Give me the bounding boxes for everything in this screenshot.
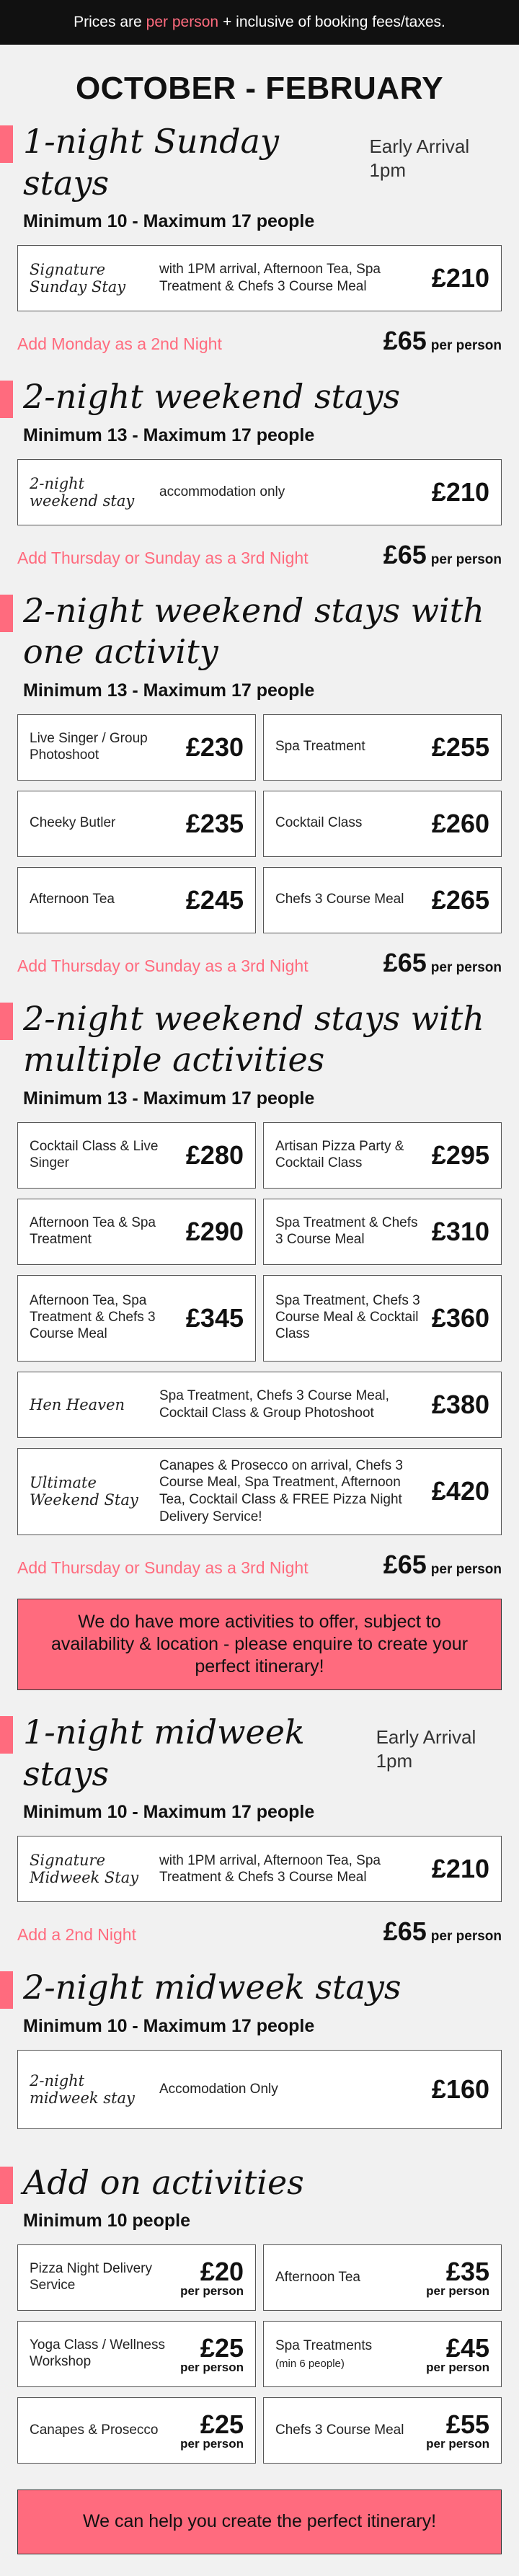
- activity-price: £230: [185, 732, 244, 762]
- package-card[interactable]: [17, 1275, 256, 1362]
- package-description: Accomodation Only: [159, 2081, 278, 2097]
- package-description: with 1PM arrival, Afternoon Tea, Spa Treatment & Chefs 3 Course Meal: [159, 1852, 381, 1886]
- per-person-label: per person: [430, 1561, 502, 1577]
- activity-name: Afternoon Tea: [30, 892, 115, 907]
- package-description: Spa Treatment, Chefs 3 Course Meal, Cocktail Class & Group Photoshoot: [159, 1387, 389, 1421]
- group-size: Minimum 10 - Maximum 17 people: [23, 1802, 315, 1823]
- activity-name: Cheeky Butler: [30, 815, 116, 831]
- section-2-night-midweek: [0, 1967, 519, 2142]
- activity-grid: [17, 714, 502, 933]
- extra-night-price: £65: [383, 1917, 427, 1947]
- package-card[interactable]: [17, 1122, 256, 1189]
- extra-night-row: [17, 540, 502, 570]
- early-arrival-label: Early Arrival 1pm: [369, 136, 470, 181]
- section-1-night-sunday: [0, 121, 519, 356]
- extra-night-price: £65: [383, 539, 427, 569]
- per-person-label: per person: [430, 1929, 502, 1945]
- activity-name: Chefs 3 Course Meal: [275, 892, 404, 907]
- package-price: £295: [431, 1140, 489, 1170]
- per-person-label: per person: [426, 2437, 489, 2451]
- per-person-label: per person: [426, 2360, 489, 2375]
- activity-card[interactable]: [17, 714, 256, 781]
- extra-night-row: [17, 326, 502, 356]
- package-price: £160: [431, 2074, 489, 2104]
- activity-card[interactable]: [263, 714, 502, 781]
- package-name: Afternoon Tea & Spa Treatment: [30, 1214, 156, 1247]
- group-size: Minimum 13 - Maximum 17 people: [23, 1088, 315, 1109]
- section-title: [17, 1967, 502, 2009]
- activity-name: Spa Treatment: [275, 739, 365, 755]
- notice-text: Prices are: [74, 14, 142, 30]
- package-price: £210: [431, 1854, 489, 1884]
- package-price: £360: [431, 1302, 489, 1333]
- package-name: Cocktail Class & Live Singer: [30, 1138, 159, 1171]
- addon-name: Canapes & Prosecco: [30, 2422, 159, 2438]
- group-size: Minimum 13 - Maximum 17 people: [23, 680, 315, 701]
- section-2-night-weekend: [0, 376, 519, 570]
- package-price: £345: [185, 1302, 244, 1333]
- addon-card[interactable]: [17, 2321, 256, 2387]
- addon-name: Yoga Class / Wellness Workshop: [30, 2337, 165, 2370]
- package-card[interactable]: [263, 1122, 502, 1189]
- per-person-label: per person: [180, 2284, 244, 2299]
- section-title-text: 1-night midweek stays: [23, 1713, 305, 1793]
- addon-card[interactable]: [263, 2321, 502, 2387]
- extra-night-row: [17, 1917, 502, 1947]
- notice-text-end: + inclusive of booking fees/taxes.: [223, 14, 445, 30]
- activity-card[interactable]: [17, 791, 256, 857]
- activity-price: £245: [185, 884, 244, 915]
- early-arrival-label: Early Arrival 1pm: [376, 1726, 476, 1772]
- addon-name: Afternoon Tea: [275, 2269, 360, 2285]
- addon-card[interactable]: [17, 2397, 256, 2464]
- addon-name: Pizza Night Delivery Service: [30, 2261, 152, 2293]
- addon-name: Spa Treatments: [275, 2337, 373, 2353]
- package-price: £210: [431, 476, 489, 507]
- section-weekend-one-activity: [0, 590, 519, 978]
- section-title: [17, 1712, 502, 1795]
- activity-card[interactable]: [263, 791, 502, 857]
- activity-name: Live Singer / Group Photoshoot: [30, 730, 148, 763]
- package-card[interactable]: [17, 1199, 256, 1265]
- package-card[interactable]: [263, 1199, 502, 1265]
- addon-note: (min 6 people): [275, 2357, 345, 2370]
- section-title: [17, 2162, 502, 2204]
- group-size: Minimum 10 - Maximum 17 people: [23, 211, 315, 231]
- notice-highlight: per person: [146, 14, 219, 30]
- package-price: £380: [431, 1389, 489, 1419]
- addon-price: £25: [200, 2333, 244, 2363]
- addon-card[interactable]: [263, 2397, 502, 2464]
- addon-price: £20: [200, 2257, 244, 2287]
- extra-night-price: £65: [383, 947, 427, 977]
- activity-grid: [17, 1122, 502, 1362]
- section-title-text: 2-night weekend stays with one activity: [23, 590, 484, 671]
- package-description: with 1PM arrival, Afternoon Tea, Spa Treatment & Chefs 3 Course Meal: [159, 262, 381, 294]
- package-card[interactable]: [17, 245, 502, 311]
- package-name: 2-night weekend stay: [30, 474, 135, 510]
- extra-night-price: £65: [383, 1549, 427, 1579]
- pricing-notice-bar: [0, 0, 519, 45]
- season-heading: OCTOBER - FEBRUARY: [75, 71, 444, 106]
- package-name: Signature Midweek Stay: [30, 1852, 139, 1887]
- activity-price: £260: [431, 808, 489, 838]
- per-person-label: per person: [180, 2437, 244, 2451]
- addon-name: Chefs 3 Course Meal: [275, 2422, 404, 2438]
- package-name: Afternoon Tea, Spa Treatment & Chefs 3 Course Meal: [30, 1293, 156, 1341]
- section-title-text: 1-night Sunday stays: [23, 122, 279, 203]
- addon-card[interactable]: [17, 2244, 256, 2311]
- extra-night-label: Add Thursday or Sunday as a 3rd Night: [17, 548, 309, 567]
- package-description: Canapes & Prosecco on arrival, Chefs 3 Course Meal, Spa Treatment, Afternoon Tea, Cocktail Class & FREE Pizza Night Delivery Service!: [159, 1457, 403, 1524]
- section-weekend-multiple-activities: [0, 998, 519, 1691]
- package-card[interactable]: [17, 2050, 502, 2129]
- section-title: [17, 121, 502, 204]
- group-size: Minimum 13 - Maximum 17 people: [23, 425, 315, 445]
- per-person-label: per person: [430, 338, 502, 353]
- activity-card[interactable]: [17, 867, 256, 933]
- per-person-label: per person: [426, 2284, 489, 2299]
- extra-night-label: Add Thursday or Sunday as a 3rd Night: [17, 956, 309, 975]
- package-description: accommodation only: [159, 484, 285, 499]
- itinerary-banner[interactable]: We can help you create the perfect itinerary!: [17, 2490, 502, 2554]
- extra-night-label: Add a 2nd Night: [17, 1925, 136, 1945]
- addon-price: £45: [445, 2333, 489, 2363]
- package-name: Spa Treatment & Chefs 3 Course Meal: [275, 1214, 418, 1247]
- extra-night-row: [17, 948, 502, 978]
- section-title: [17, 590, 502, 673]
- package-card[interactable]: [263, 1275, 502, 1362]
- package-name: Ultimate Weekend Stay: [30, 1474, 138, 1509]
- package-name: Signature Sunday Stay: [30, 261, 126, 296]
- section-title-text: 2-night weekend stays with multiple activities: [23, 998, 484, 1079]
- section-title-text: 2-night midweek stays: [23, 1968, 402, 2007]
- hen-heaven-card[interactable]: [17, 1372, 502, 1438]
- activity-price: £235: [185, 808, 244, 838]
- addon-grid: [17, 2244, 502, 2464]
- package-name: Hen Heaven: [30, 1395, 125, 1413]
- per-person-label: per person: [180, 2360, 244, 2375]
- activity-price: £255: [431, 732, 489, 762]
- package-name: Spa Treatment, Chefs 3 Course Meal & Cocktail Class: [275, 1293, 420, 1341]
- activity-name: Cocktail Class: [275, 815, 363, 831]
- group-size: Minimum 10 people: [23, 2211, 190, 2231]
- package-price: £290: [185, 1216, 244, 1246]
- package-name: 2-night midweek stay: [30, 2071, 135, 2107]
- package-card[interactable]: [17, 1836, 502, 1902]
- extra-night-label: Add Monday as a 2nd Night: [17, 334, 222, 353]
- addon-price: £55: [445, 2410, 489, 2440]
- addon-card[interactable]: [263, 2244, 502, 2311]
- extra-night-row: [17, 1550, 502, 1580]
- package-price: £210: [431, 263, 489, 293]
- group-size: Minimum 10 - Maximum 17 people: [23, 2015, 315, 2036]
- package-price: £310: [431, 1216, 489, 1246]
- package-price: £280: [185, 1140, 244, 1170]
- enquire-banner[interactable]: We do have more activities to offer, subject to availability & location - please enquire to create your perfect itinerary!: [17, 1599, 502, 1691]
- package-price: £420: [431, 1476, 489, 1506]
- addon-price: £25: [200, 2410, 244, 2440]
- section-1-night-midweek: [0, 1712, 519, 1947]
- activity-card[interactable]: [263, 867, 502, 933]
- per-person-label: per person: [430, 551, 502, 567]
- ultimate-weekend-card[interactable]: [17, 1448, 502, 1535]
- per-person-label: per person: [430, 959, 502, 975]
- extra-night-price: £65: [383, 326, 427, 355]
- addon-price: £35: [445, 2257, 489, 2287]
- section-title-text: Add on activities: [23, 2162, 304, 2202]
- extra-night-label: Add Thursday or Sunday as a 3rd Night: [17, 1558, 309, 1577]
- section-title: [17, 998, 502, 1081]
- section-add-on-activities: [0, 2162, 519, 2554]
- package-card[interactable]: [17, 459, 502, 525]
- section-title: [17, 376, 502, 418]
- activity-price: £265: [431, 884, 489, 915]
- section-title-text: 2-night weekend stays: [23, 377, 401, 416]
- package-name: Artisan Pizza Party & Cocktail Class: [275, 1138, 404, 1171]
